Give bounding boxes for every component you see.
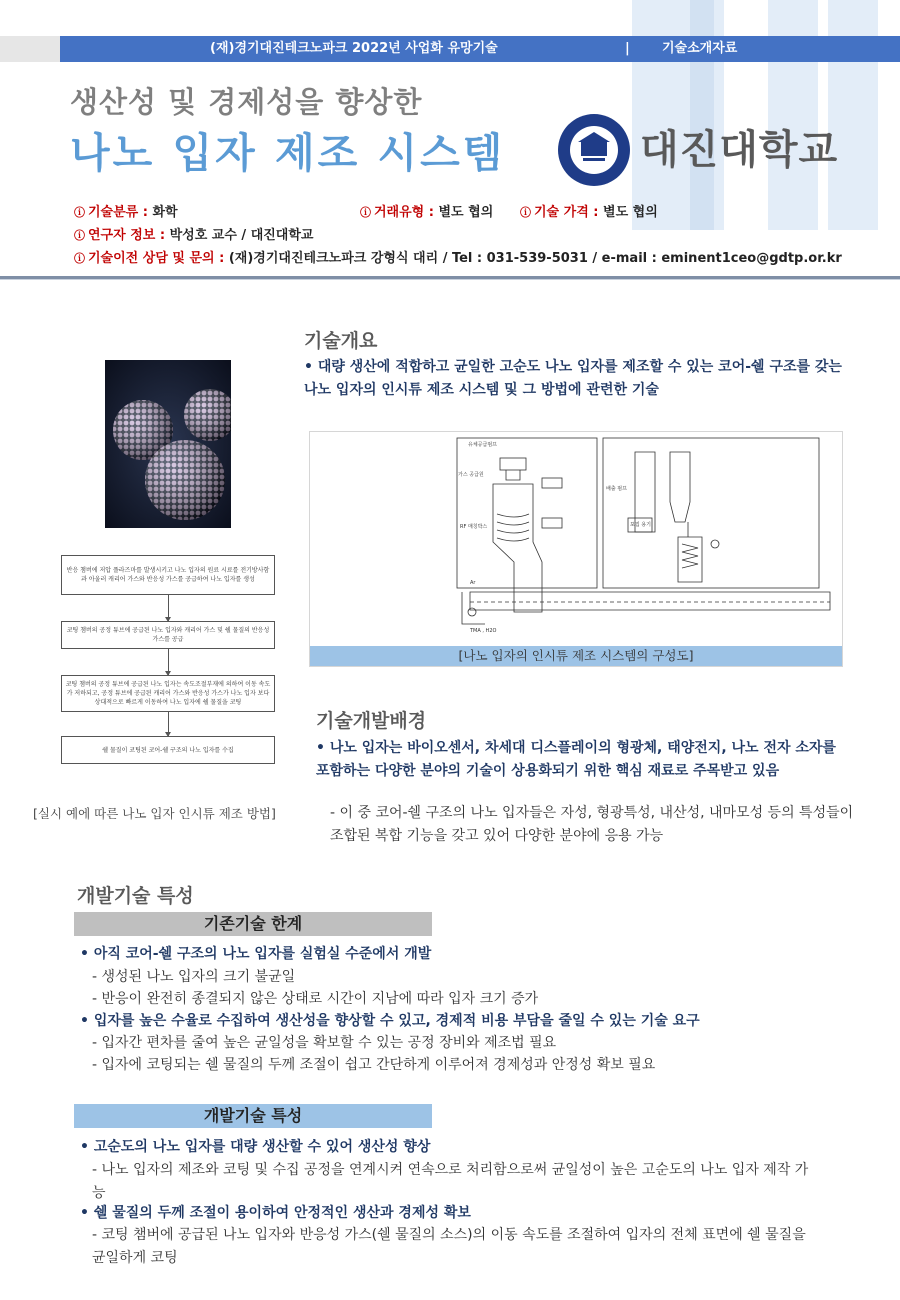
header-separator: | [625,41,630,56]
label-gas: 가스 공급원 [458,472,484,478]
limits-bullet-2: • 입자를 높은 수율로 수집하여 생산성을 향상할 수 있고, 경제적 비용 부담을 줄일 수 있는 기술 요구 [80,1013,700,1029]
info-icon: ⓘ [520,206,531,219]
header-left-tab [0,36,60,62]
decor-stripe [828,0,878,230]
features-title: 개발기술 특성 [77,885,194,907]
header-org-line: (재)경기대진테크노파크 2022년 사업화 유망기술 [210,41,498,56]
limits-title: 기존기술 한계 [203,914,303,933]
flow-step-4: 쉘 물질이 코팅된 코어-쉘 구조의 나노 입자를 수집 [61,736,275,764]
system-diagram [310,432,842,646]
dev-title: 개발기술 특성 [203,1106,303,1125]
limits-sub-2-1: - 입자간 편차를 줄여 높은 균일성을 확보할 수 있는 공정 장비와 제조법 필요 [92,1035,557,1051]
limits-bullet-1: • 아직 코어-쉘 구조의 나노 입자를 실험실 수준에서 개발 [80,946,432,962]
nanoparticle-image [105,360,231,528]
info-price [520,201,658,220]
header-bar [60,36,900,62]
limits-sub-1-1: - 생성된 나노 입자의 크기 불균일 [92,969,296,985]
label-tma: TMA , H2O [470,628,497,634]
info-contact-value: (재)경기대진테크노파크 강형식 대리 / Tel : 031-539-5031 / e-mail : eminent1ceo@gdtp.or.kr [228,251,842,266]
flow-step-3: 코팅 챔버의 공정 튜브에 공급된 나노 입자는 속도조절부재에 의하여 이동 속도가 저하되고, 공정 튜브에 공급된 캐리어 가스와 반응성 가스가 나노 입자 보다 상대적으로 빠르게 이동하여 나노 입자에 쉘 물질을 코팅 [61,675,275,712]
background-title: 기술개발배경 [316,710,427,732]
info-researcher [74,224,313,243]
info-icon: ⓘ [74,229,85,242]
info-researcher-value: 박성호 교수 / 대진대학교 [169,228,314,243]
label-precursor: 유체공급펌프 [468,442,497,448]
decor-stripe [768,0,818,230]
dev-sub-2-1: - 코팅 챔버에 공급된 나노 입자와 반응성 가스(쉘 물질의 소스)의 이동 속도를 조절하여 입자의 전체 표면에 쉘 물질을 균일하게 코팅 [92,1227,806,1266]
decor-stripe [690,0,714,230]
limits-sub-2-2: - 입자에 코팅되는 쉘 물질의 두께 조절이 쉽고 간단하게 이루어져 경제성과 안정성 확보 필요 [92,1057,656,1073]
limits-sub-1-2: - 반응이 완전히 종결되지 않은 상태로 시간이 지남에 따라 입자 크기 증가 [92,991,539,1007]
info-contact [74,247,842,266]
dev-bullet-2: • 쉘 물질의 두께 조절이 용이하여 안정적인 생산과 경제성 확보 [80,1205,471,1221]
university-seal-logo [556,112,632,188]
overview-bullet: • 대량 생산에 적합하고 균일한 고순도 나노 입자를 제조할 수 있는 코어-쉘 구조를 갖는 나노 입자의 인시튜 제조 시스템 및 그 방법에 관련한 기술 [304,359,842,398]
overview-title: 기술개요 [304,330,378,352]
info-researcher-label: 연구자 정보 : [88,228,166,243]
info-category-label: 기술분류 : [88,205,148,220]
system-diagram-frame [309,431,843,667]
info-category [74,201,178,220]
flow-arrow [168,649,169,675]
info-icon: ⓘ [74,206,85,219]
label-ar: Ar [470,580,476,586]
label-rf: RF 매칭박스 [460,524,488,530]
info-category-value: 화학 [152,205,178,220]
info-price-value: 별도 협의 [603,205,658,220]
page-subtitle: 생산성 및 경제성을 향상한 [70,85,423,119]
background-sub: - 이 중 코어-쉘 구조의 나노 입자들은 자성, 형광특성, 내산성, 내마모성 등의 특성들이 조합된 복합 기능을 갖고 있어 다양한 분야에 응용 가능 [330,805,854,844]
info-icon: ⓘ [360,206,371,219]
flow-caption: [실시 예에 따른 나노 입자 인시튜 제조 방법] [33,806,276,821]
info-trade-value: 별도 협의 [438,205,494,220]
diagram-caption-band [310,646,842,666]
label-pump: 배출 펌프 [606,486,627,492]
info-trade [360,201,493,220]
flow-arrow [168,712,169,736]
divider [0,279,900,280]
background-bullet: • 나노 입자는 바이오센서, 차세대 디스플레이의 형광체, 태양전지, 나노 전자 소자를 포함하는 다양한 분야의 기술이 상용화되기 위한 핵심 재료로 주목받고 있음 [316,740,836,779]
info-trade-label: 거래유형 : [374,205,434,220]
info-icon: ⓘ [74,252,85,265]
label-collector: 포집 용기 [630,522,651,528]
flow-arrow [168,595,169,621]
info-contact-label: 기술이전 상담 및 문의 : [88,251,225,266]
university-name: 대진대학교 [640,127,839,173]
flow-step-1: 반응 챔버에 저압 플라즈마를 발생시키고 나노 입자의 원료 시료를 전기방사함과 아울러 캐리어 가스와 반응성 가스를 공급하여 나노 입자를 생성 [61,555,275,595]
dev-bullet-1: • 고순도의 나노 입자를 대량 생산할 수 있어 생산성 향상 [80,1139,431,1155]
dev-sub-1-1: - 나노 입자의 제조와 코팅 및 수집 공정을 연계시켜 연속으로 처리함으로써 균일성이 높은 고순도의 나노 입자 제작 가능 [92,1162,809,1201]
diagram-caption: [나노 입자의 인시튜 제조 시스템의 구성도] [458,648,694,663]
flow-step-2: 코팅 챔버의 공정 튜브에 공급된 나노 입자와 캐리어 가스 및 쉘 물질의 반응성 가스를 공급 [61,621,275,649]
info-price-label: 기술 가격 : [534,205,599,220]
page-title: 나노 입자 제조 시스템 [70,129,506,177]
header-doc-type: 기술소개자료 [662,41,738,56]
